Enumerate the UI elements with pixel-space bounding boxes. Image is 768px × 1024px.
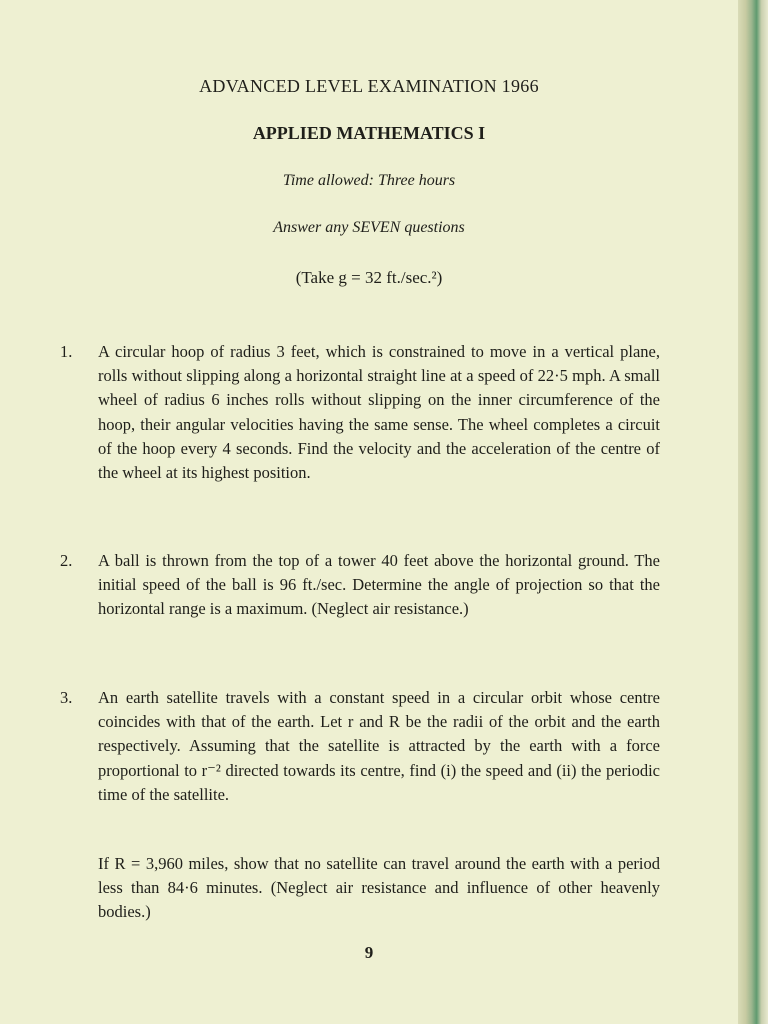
time-allowed: Time allowed: Three hours — [282, 172, 456, 189]
page-number: 9 — [364, 943, 374, 962]
question-3 — [60, 686, 660, 807]
gravity-constant: (Take g = 32 ft./sec.²) — [295, 268, 443, 287]
question-text: A circular hoop of radius 3 feet, which is constrained to move in a vertical plane, rolls without slipping along a horizontal straight line at a speed of 22·5 mph. A small wheel of radius 6 inches rolls without slipping on the inner circumference of the hoop, their angular velocities having the same sense. The wheel completes a circuit of the hoop every 4 seconds. Find the velocity and the acceleration of the centre of the wheel at its highest position. — [98, 342, 660, 483]
question-text: An earth satellite travels with a constant speed in a circular orbit whose centre coincides with that of the earth. Let r and R be the radii of the orbit and the earth respectively. Assuming that the satellite is attracted by the earth with a force proportional to r⁻² directed towards its centre, find (i) the speed and (ii) the periodic time of the satellite. — [98, 688, 660, 804]
question-1 — [60, 340, 660, 485]
question-number: 3. — [60, 688, 73, 707]
question-text: If R = 3,960 miles, show that no satellite can travel around the earth with a period less than 84·6 minutes. (Neglect air resistance and influence of other heavenly bodies.) — [98, 854, 660, 922]
book-spine — [738, 0, 768, 1024]
question-number: 1. — [60, 342, 73, 361]
answer-instructions: Answer any SEVEN questions — [273, 219, 465, 236]
question-number: 2. — [60, 551, 73, 570]
question-2 — [60, 549, 660, 622]
paper-subtitle: APPLIED MATHEMATICS I — [252, 123, 486, 143]
exam-title: ADVANCED LEVEL EXAMINATION 1966 — [199, 76, 539, 96]
question-3-continuation — [60, 852, 660, 925]
question-text: A ball is thrown from the top of a tower 40 feet above the horizontal ground. The initial speed of the ball is 96 ft./sec. Determine the angle of projection so that the horizontal range is a maximum. (Neglect air resistance.) — [98, 551, 660, 619]
